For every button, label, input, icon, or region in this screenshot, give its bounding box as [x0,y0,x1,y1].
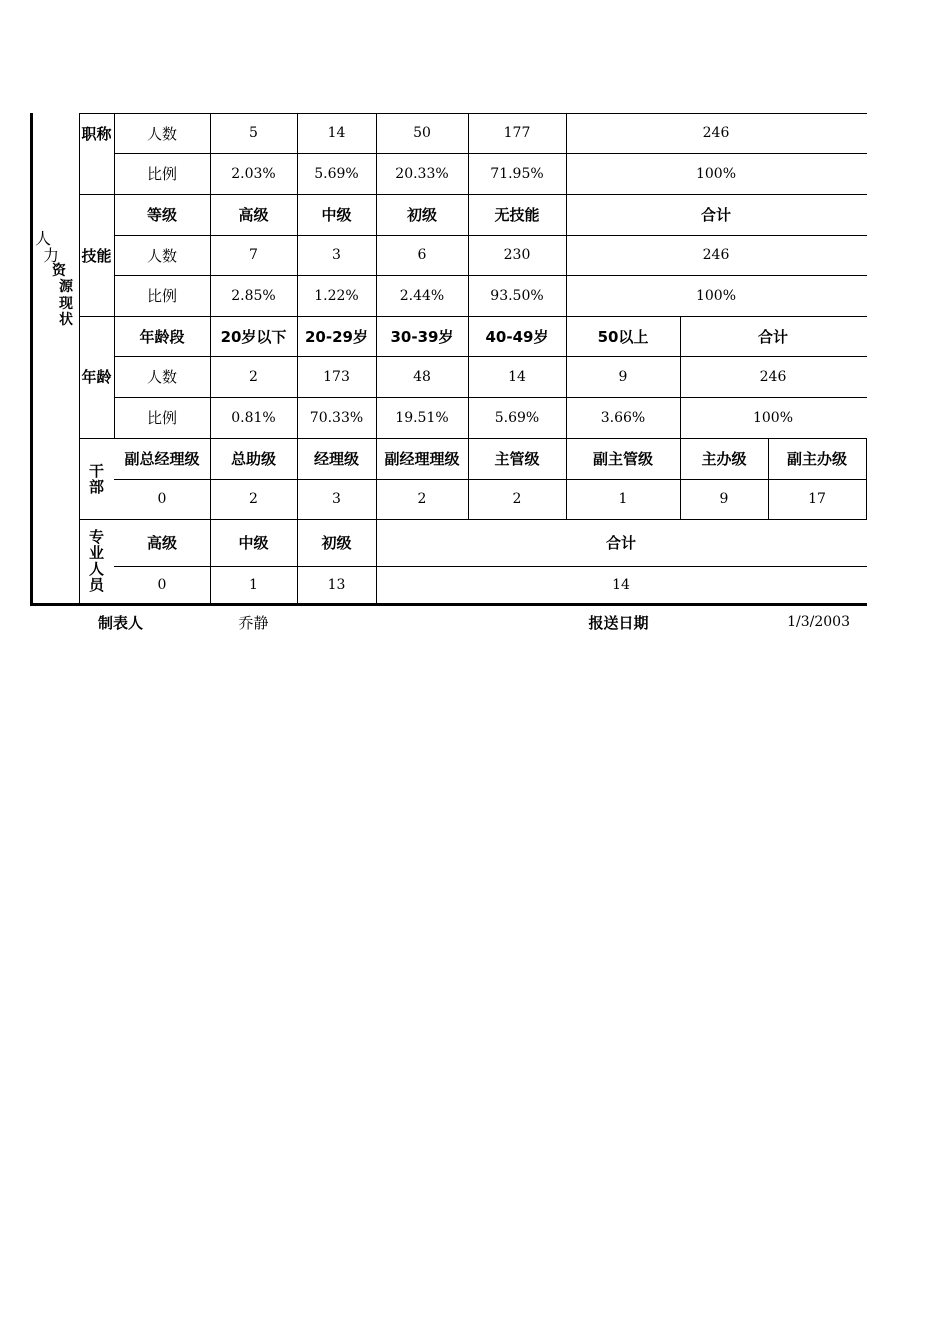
column-header: 40-49岁 [485,327,549,346]
row-label: 比例 [146,287,177,305]
outer-bottom-border [30,603,867,606]
column-header: 主办级 [701,450,747,468]
row-label: 人数 [146,124,177,143]
column-header: 中级 [321,206,352,224]
cell-total: 246 [702,247,730,263]
cell-value: 2 [249,491,258,507]
cell-value: 0 [157,576,167,593]
column-header: 中级 [238,534,269,552]
side-label-char: 力 [42,245,59,265]
column-header: 初级 [406,206,437,224]
side-label-char: 源 [59,279,73,295]
row-label: 人数 [146,246,177,265]
cell-value: 2 [417,491,427,507]
label-char: 部 [88,477,104,496]
cell-value: 9 [719,491,729,507]
cell-value: 1 [618,491,628,507]
row-label: 比例 [146,165,177,183]
column-header: 初级 [321,534,352,552]
cell-total: 100% [695,287,737,304]
column-header: 20-29岁 [305,327,368,346]
cell-value: 0 [157,491,167,507]
column-header: 副经理理级 [384,450,460,468]
section-label-skill: 技能 [81,246,112,265]
cell-value: 70.33% [309,409,364,426]
label-char: 干 [88,461,104,480]
outer-left-border [30,113,33,605]
section-label-title: 职称 [81,124,112,143]
preparer-name: 乔静 [238,613,269,632]
column-header: 总助级 [230,450,276,468]
cell-value: 230 [503,247,531,263]
cell-value: 173 [323,368,350,385]
side-label-char: 人 [34,228,51,248]
cell-total: 100% [695,165,737,182]
cell-value: 17 [808,491,826,507]
cell-value: 0.81% [231,409,276,426]
cell-value: 5.69% [314,165,359,182]
column-header: 合计 [700,206,731,224]
column-header: 50以上 [597,327,649,346]
column-header: 副主管级 [592,450,653,468]
cell-value: 14 [327,125,346,141]
cell-value: 6 [417,247,427,263]
column-header: 高级 [238,206,269,224]
cell-value: 93.50% [490,287,544,304]
cell-value: 14 [508,368,526,385]
date-value: 1/3/2003 [787,614,850,630]
cell-value: 5.69% [494,409,540,426]
preparer-label: 制表人 [97,613,143,632]
date-label: 报送日期 [588,613,649,632]
column-header: 等级 [146,206,177,224]
cell-value: 50 [413,125,431,141]
column-header: 20岁以下 [220,327,287,346]
cell-value: 13 [327,576,346,593]
cell-value: 177 [503,125,531,141]
column-header: 副主办级 [786,450,847,468]
cell-value: 3.66% [600,409,646,426]
cell-value: 48 [413,368,431,385]
cell-value: 2 [249,368,258,385]
cell-value: 2.44% [399,287,445,304]
cell-value: 2 [512,491,522,507]
column-header: 年龄段 [139,327,185,346]
cell-value: 3 [332,491,341,507]
section-label-cadre [79,438,114,519]
cell-value: 19.51% [395,409,449,426]
label-char: 业 [88,544,104,562]
cell-total: 14 [612,576,630,593]
column-header: 无技能 [494,206,540,224]
side-label-char: 状 [59,312,73,328]
cell-total: 246 [759,368,787,385]
cell-value: 7 [249,247,258,263]
column-header: 高级 [146,534,177,552]
column-header: 副总经理级 [124,450,200,468]
cell-value: 20.33% [395,165,449,182]
side-label-char: 资 [52,263,66,279]
cell-value: 2.85% [231,287,276,304]
row-label: 比例 [146,409,177,427]
label-char: 人 [88,560,104,578]
cell-value: 2.03% [231,165,276,182]
cell-value: 3 [332,247,341,263]
column-header: 经理级 [313,450,359,468]
cell-total: 246 [702,125,730,141]
section-label-professional [79,519,114,603]
cell-value: 9 [618,368,628,385]
section-label-age: 年龄 [81,368,112,386]
label-char: 专 [88,528,104,546]
column-header: 合计 [757,327,788,346]
cell-value: 1 [249,576,258,593]
cell-value: 1.22% [314,287,359,304]
column-header: 合计 [605,534,636,552]
cell-value: 71.95% [490,165,544,182]
cell-total: 100% [752,409,794,426]
column-header: 30-39岁 [390,327,454,346]
label-char: 员 [88,576,104,594]
cell-value: 5 [249,125,258,141]
row-label: 人数 [146,368,177,386]
column-header: 主管级 [494,450,540,468]
side-label-char: 现 [59,296,73,312]
